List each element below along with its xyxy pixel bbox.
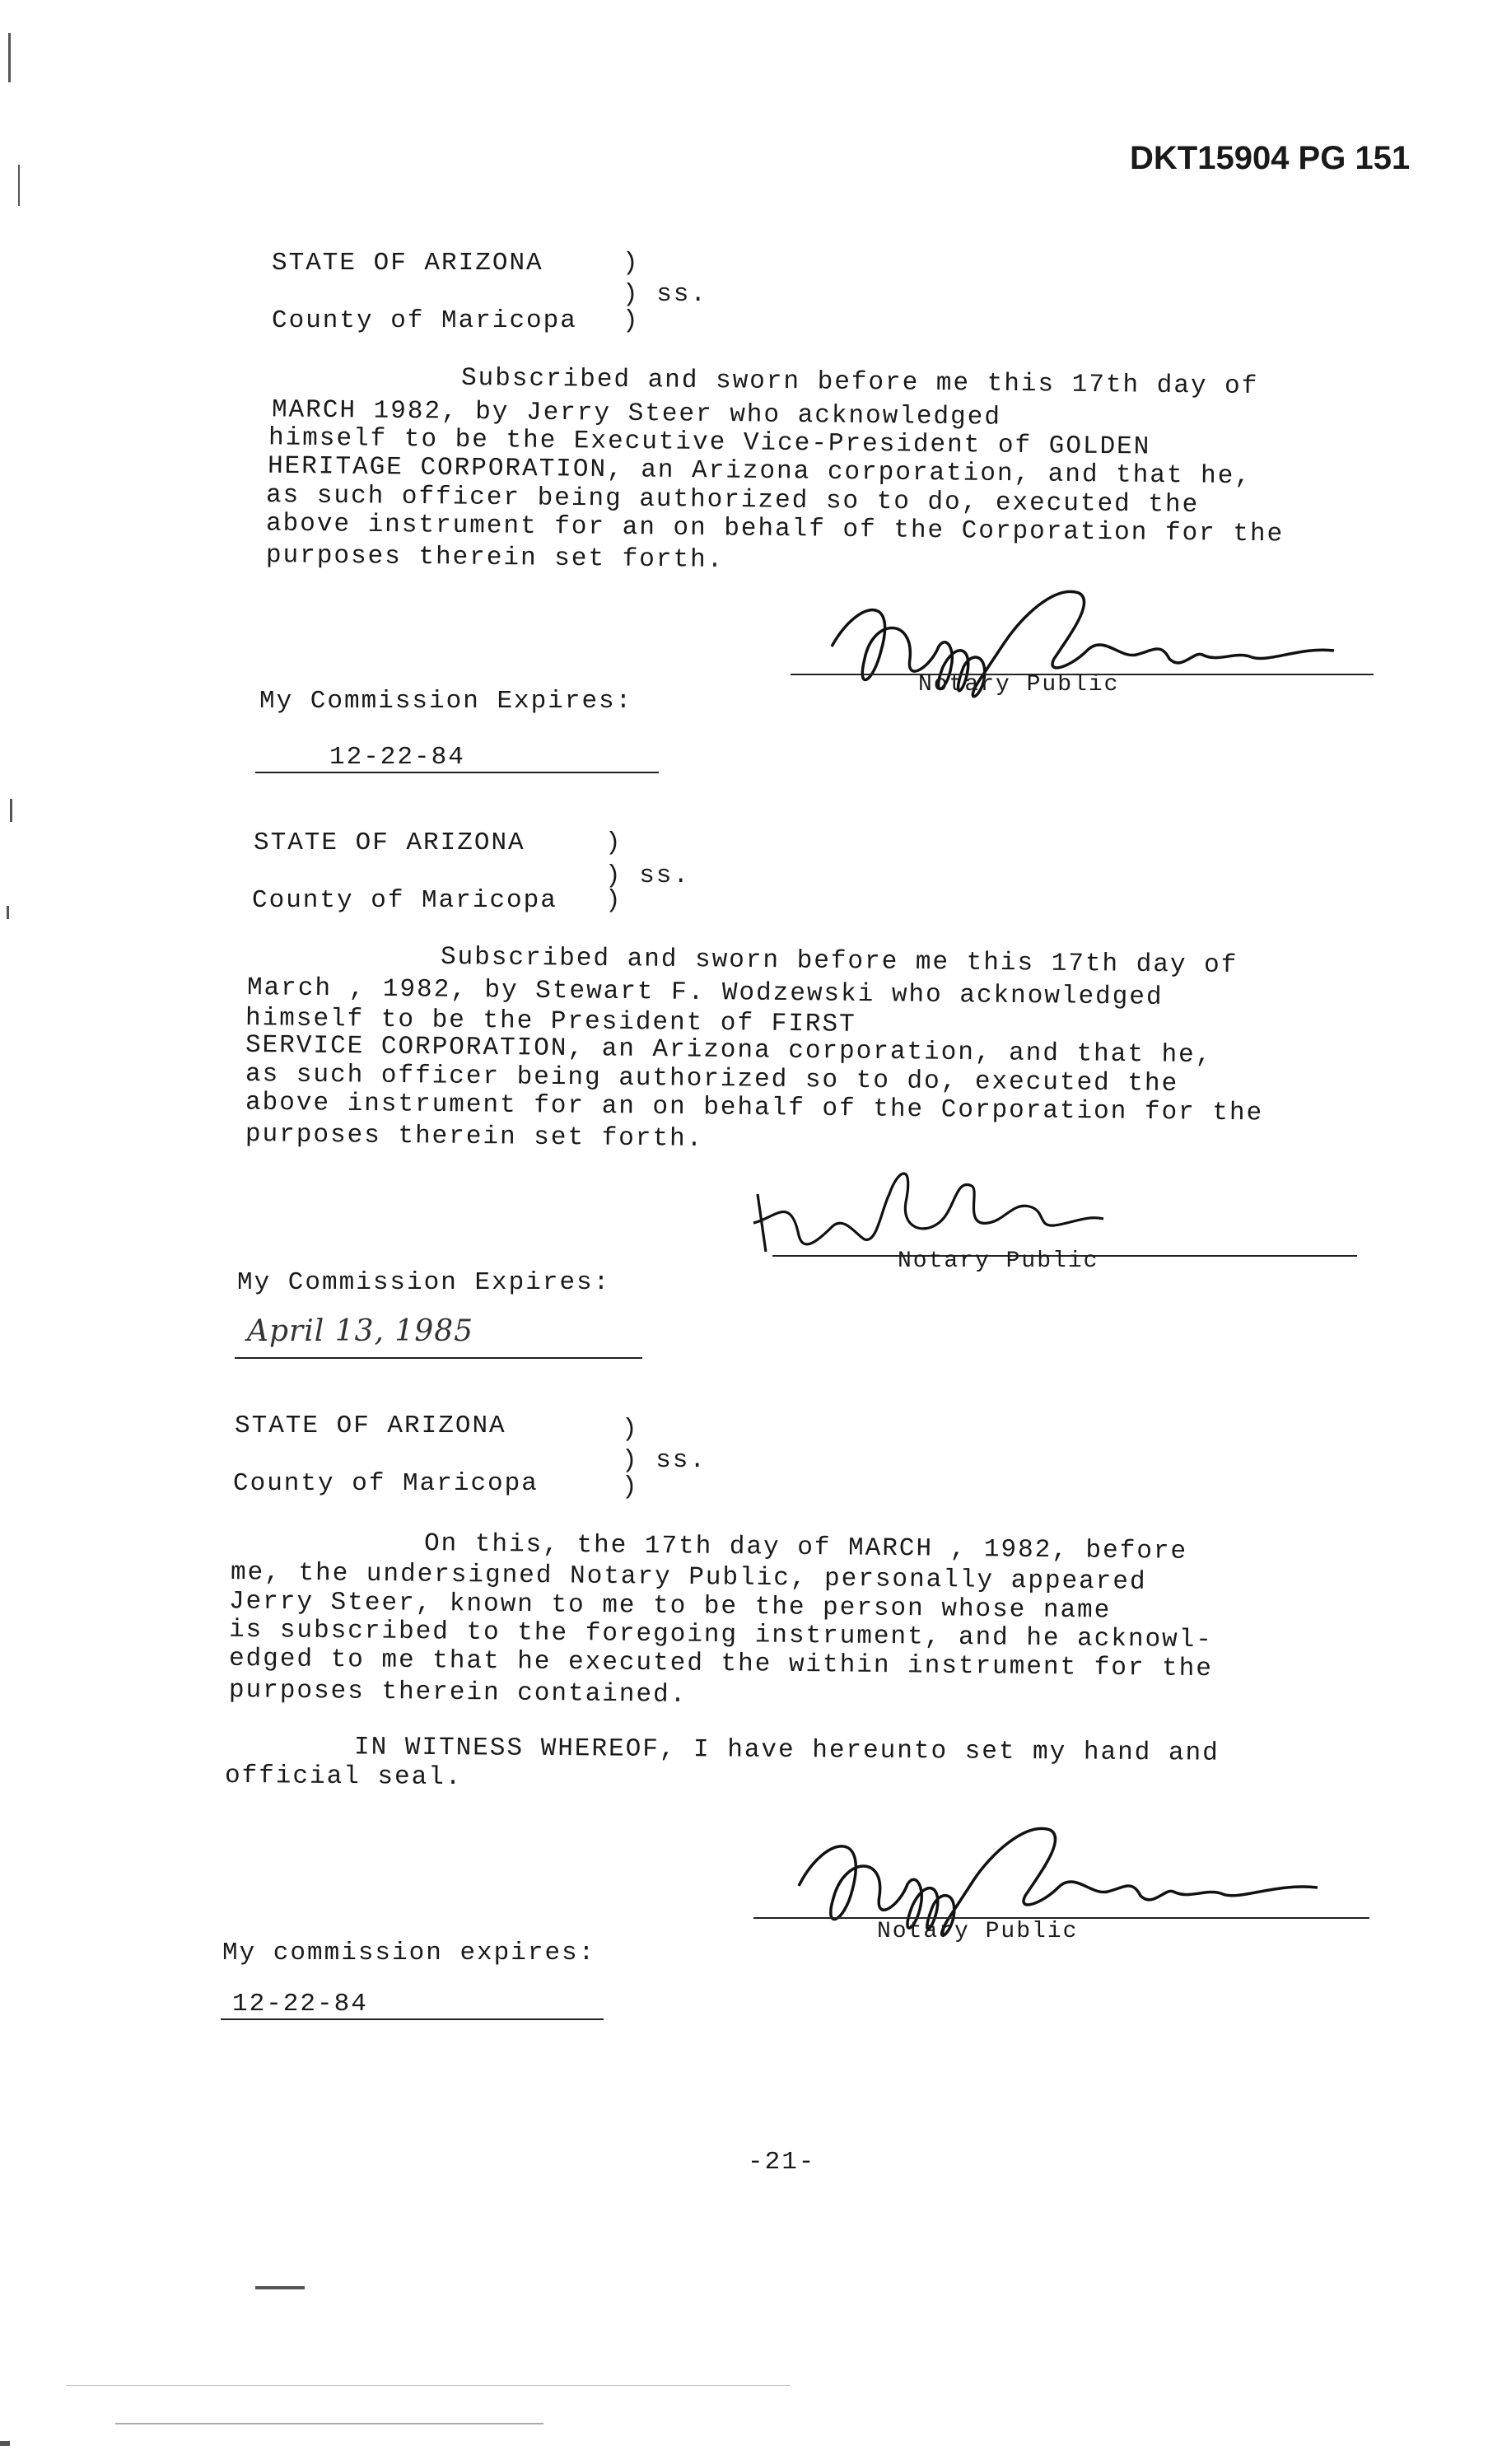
venue-paren: ) bbox=[623, 249, 640, 278]
scan-artifact bbox=[10, 799, 12, 822]
body-line: On this, the 17th day of MARCH , 1982, before bbox=[423, 1529, 1188, 1566]
venue-paren: ) bbox=[622, 1472, 639, 1501]
commission-label: My Commission Expires: bbox=[259, 687, 633, 716]
venue-paren: ) bbox=[605, 828, 623, 857]
venue-ss: ) ss. bbox=[605, 861, 691, 890]
venue-state: STATE OF ARIZONA bbox=[272, 249, 543, 278]
body-line: Subscribed and sworn before me this 17th day of bbox=[440, 942, 1238, 981]
venue-county: County of Maricopa bbox=[252, 886, 557, 915]
scan-artifact bbox=[18, 165, 20, 206]
commission-date: 12-22-84 bbox=[221, 1990, 604, 2020]
body-line: purposes therein set forth. bbox=[265, 541, 725, 575]
commission-label: My commission expires: bbox=[222, 1939, 596, 1967]
scan-artifact bbox=[0, 2441, 10, 2446]
docket-stamp: DKT15904 PG 151 bbox=[1130, 140, 1411, 176]
commission-date: 12-22-84 bbox=[255, 743, 659, 773]
commission-date-handwritten: April 13, 1985 bbox=[247, 1314, 474, 1348]
scan-artifact bbox=[7, 906, 9, 919]
body-line: purposes therein set forth. bbox=[245, 1120, 704, 1154]
notary-public-label: Notary Public bbox=[898, 1248, 1099, 1274]
body-line: is subscribed to the foregoing instrument, and he acknowl- bbox=[228, 1615, 1214, 1655]
venue-state: STATE OF ARIZONA bbox=[235, 1412, 506, 1440]
witness-line: IN WITNESS WHEREOF, I have hereunto set my hand and bbox=[353, 1733, 1220, 1768]
witness-line: official seal. bbox=[224, 1761, 463, 1793]
body-line: above instrument for an on behalf of the Corporation for the bbox=[265, 509, 1285, 549]
scan-artifact bbox=[8, 33, 11, 82]
body-line: purposes therein contained. bbox=[228, 1676, 688, 1710]
scan-artifact bbox=[115, 2423, 543, 2424]
body-line: himself to be the Executive Vice-President of GOLDEN bbox=[268, 423, 1151, 462]
venue-ss: ) ss. bbox=[622, 1446, 707, 1475]
venue-paren: ) bbox=[622, 1415, 639, 1444]
body-line: as such officer being authorized so to do, executed the bbox=[265, 481, 1200, 520]
notary-public-label: Notary Public bbox=[918, 672, 1120, 698]
venue-paren: ) bbox=[623, 306, 640, 335]
commission-label: My Commission Expires: bbox=[237, 1268, 611, 1297]
venue-ss: ) ss. bbox=[623, 280, 708, 309]
body-line: SERVICE CORPORATION, an Arizona corporation, and that he, bbox=[245, 1030, 1213, 1071]
page-number: -21- bbox=[748, 2148, 816, 2177]
venue-county: County of Maricopa bbox=[233, 1469, 539, 1498]
body-line: March , 1982, by Stewart F. Wodzewski who acknowledged bbox=[246, 973, 1164, 1012]
scan-artifact bbox=[255, 2286, 305, 2289]
venue-paren: ) bbox=[605, 886, 623, 915]
body-line: himself to be the President of FIRST bbox=[245, 1004, 856, 1039]
body-line: above instrument for an on behalf of the Corporation for the bbox=[245, 1088, 1264, 1128]
body-line: Jerry Steer, known to me to be the person whose name bbox=[228, 1587, 1112, 1626]
body-line: MARCH 1982, by Jerry Steer who acknowledged bbox=[271, 395, 1002, 432]
body-line: Subscribed and sworn before me this 17th day of bbox=[460, 363, 1259, 402]
body-line: edged to me that he executed the within instrument for the bbox=[228, 1644, 1214, 1684]
notary-public-label: Notary Public bbox=[877, 1919, 1079, 1944]
commission-date-line bbox=[235, 1357, 642, 1359]
scan-artifact bbox=[66, 2385, 791, 2386]
body-line: as such officer being authorized so to do, executed the bbox=[245, 1060, 1179, 1099]
venue-county: County of Maricopa bbox=[272, 306, 577, 335]
venue-state: STATE OF ARIZONA bbox=[254, 828, 525, 857]
body-line: HERITAGE CORPORATION, an Arizona corporation, and that he, bbox=[267, 451, 1252, 492]
body-line: me, the undersigned Notary Public, personally appeared bbox=[230, 1558, 1147, 1597]
